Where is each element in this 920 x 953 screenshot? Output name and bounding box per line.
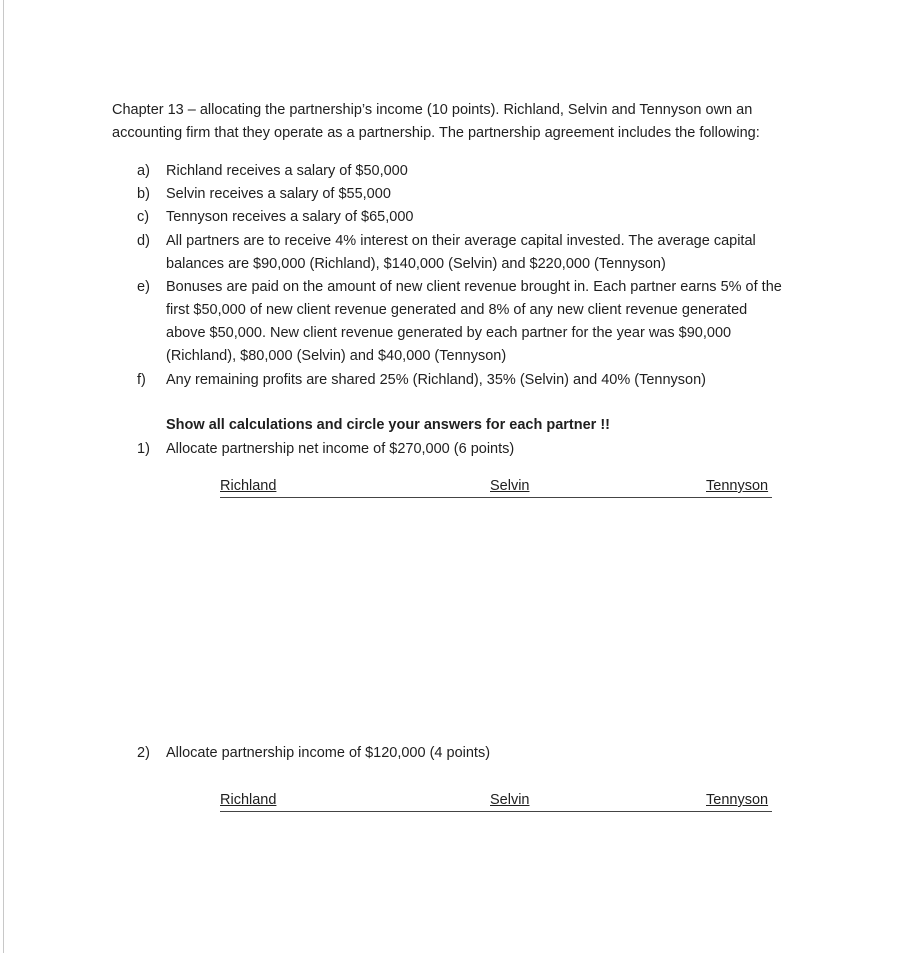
page-left-border [3, 0, 4, 953]
answer-header-row-1 [220, 477, 772, 498]
requirement-text-line-4: (Richland), $80,000 (Selvin) and $40,000 (Tennyson) [166, 348, 507, 364]
requirement-letter: b) [137, 186, 150, 202]
requirement-letter: a) [137, 163, 150, 179]
requirement-text-line-2: balances are $90,000 (Richland), $140,000 (Selvin) and $220,000 (Tennyson) [166, 256, 666, 272]
question-1 [137, 438, 514, 461]
requirement-letter: f) [137, 372, 146, 388]
column-richland: Richland [220, 478, 277, 494]
intro-line-2: accounting firm that they operate as a partnership. The partnership agreement includes the following: [112, 125, 760, 141]
column-richland: Richland [220, 792, 277, 808]
question-number: 2) [137, 745, 150, 761]
column-selvin: Selvin [490, 792, 530, 808]
requirement-letter: c) [137, 209, 150, 225]
requirement-letter: e) [137, 279, 150, 295]
problem-intro [112, 99, 812, 145]
column-tennyson: Tennyson [706, 478, 769, 494]
instruction-text: Show all calculations and circle your answers for each partner !! [166, 417, 610, 433]
requirement-text: Richland receives a salary of $50,000 [166, 163, 408, 179]
requirement-letter: d) [137, 233, 150, 249]
question-number: 1) [137, 441, 150, 457]
question-2 [137, 742, 490, 765]
column-selvin: Selvin [490, 478, 530, 494]
requirement-text-line-3: above $50,000. New client revenue generated by each partner for the year was $90,000 [166, 325, 732, 341]
requirement-text-line-1: All partners are to receive 4% interest on their average capital invested. The average capital [166, 233, 756, 249]
requirement-text: Selvin receives a salary of $55,000 [166, 186, 391, 202]
column-tennyson: Tennyson [706, 792, 769, 808]
requirement-text: Any remaining profits are shared 25% (Richland), 35% (Selvin) and 40% (Tennyson) [166, 372, 706, 388]
requirement-text: Tennyson receives a salary of $65,000 [166, 209, 414, 225]
question-text: Allocate partnership income of $120,000 (4 points) [166, 745, 491, 761]
answer-header-row-2 [220, 791, 772, 812]
intro-line-1: Chapter 13 – allocating the partnership’s income (10 points). Richland, Selvin and Tennyson own an [112, 102, 753, 118]
requirement-text-line-1: Bonuses are paid on the amount of new client revenue brought in. Each partner earns 5% of the [166, 279, 782, 295]
question-text: Allocate partnership net income of $270,000 (6 points) [166, 441, 515, 457]
requirement-text-line-2: first $50,000 of new client revenue generated and 8% of any new client revenue generated [166, 302, 748, 318]
